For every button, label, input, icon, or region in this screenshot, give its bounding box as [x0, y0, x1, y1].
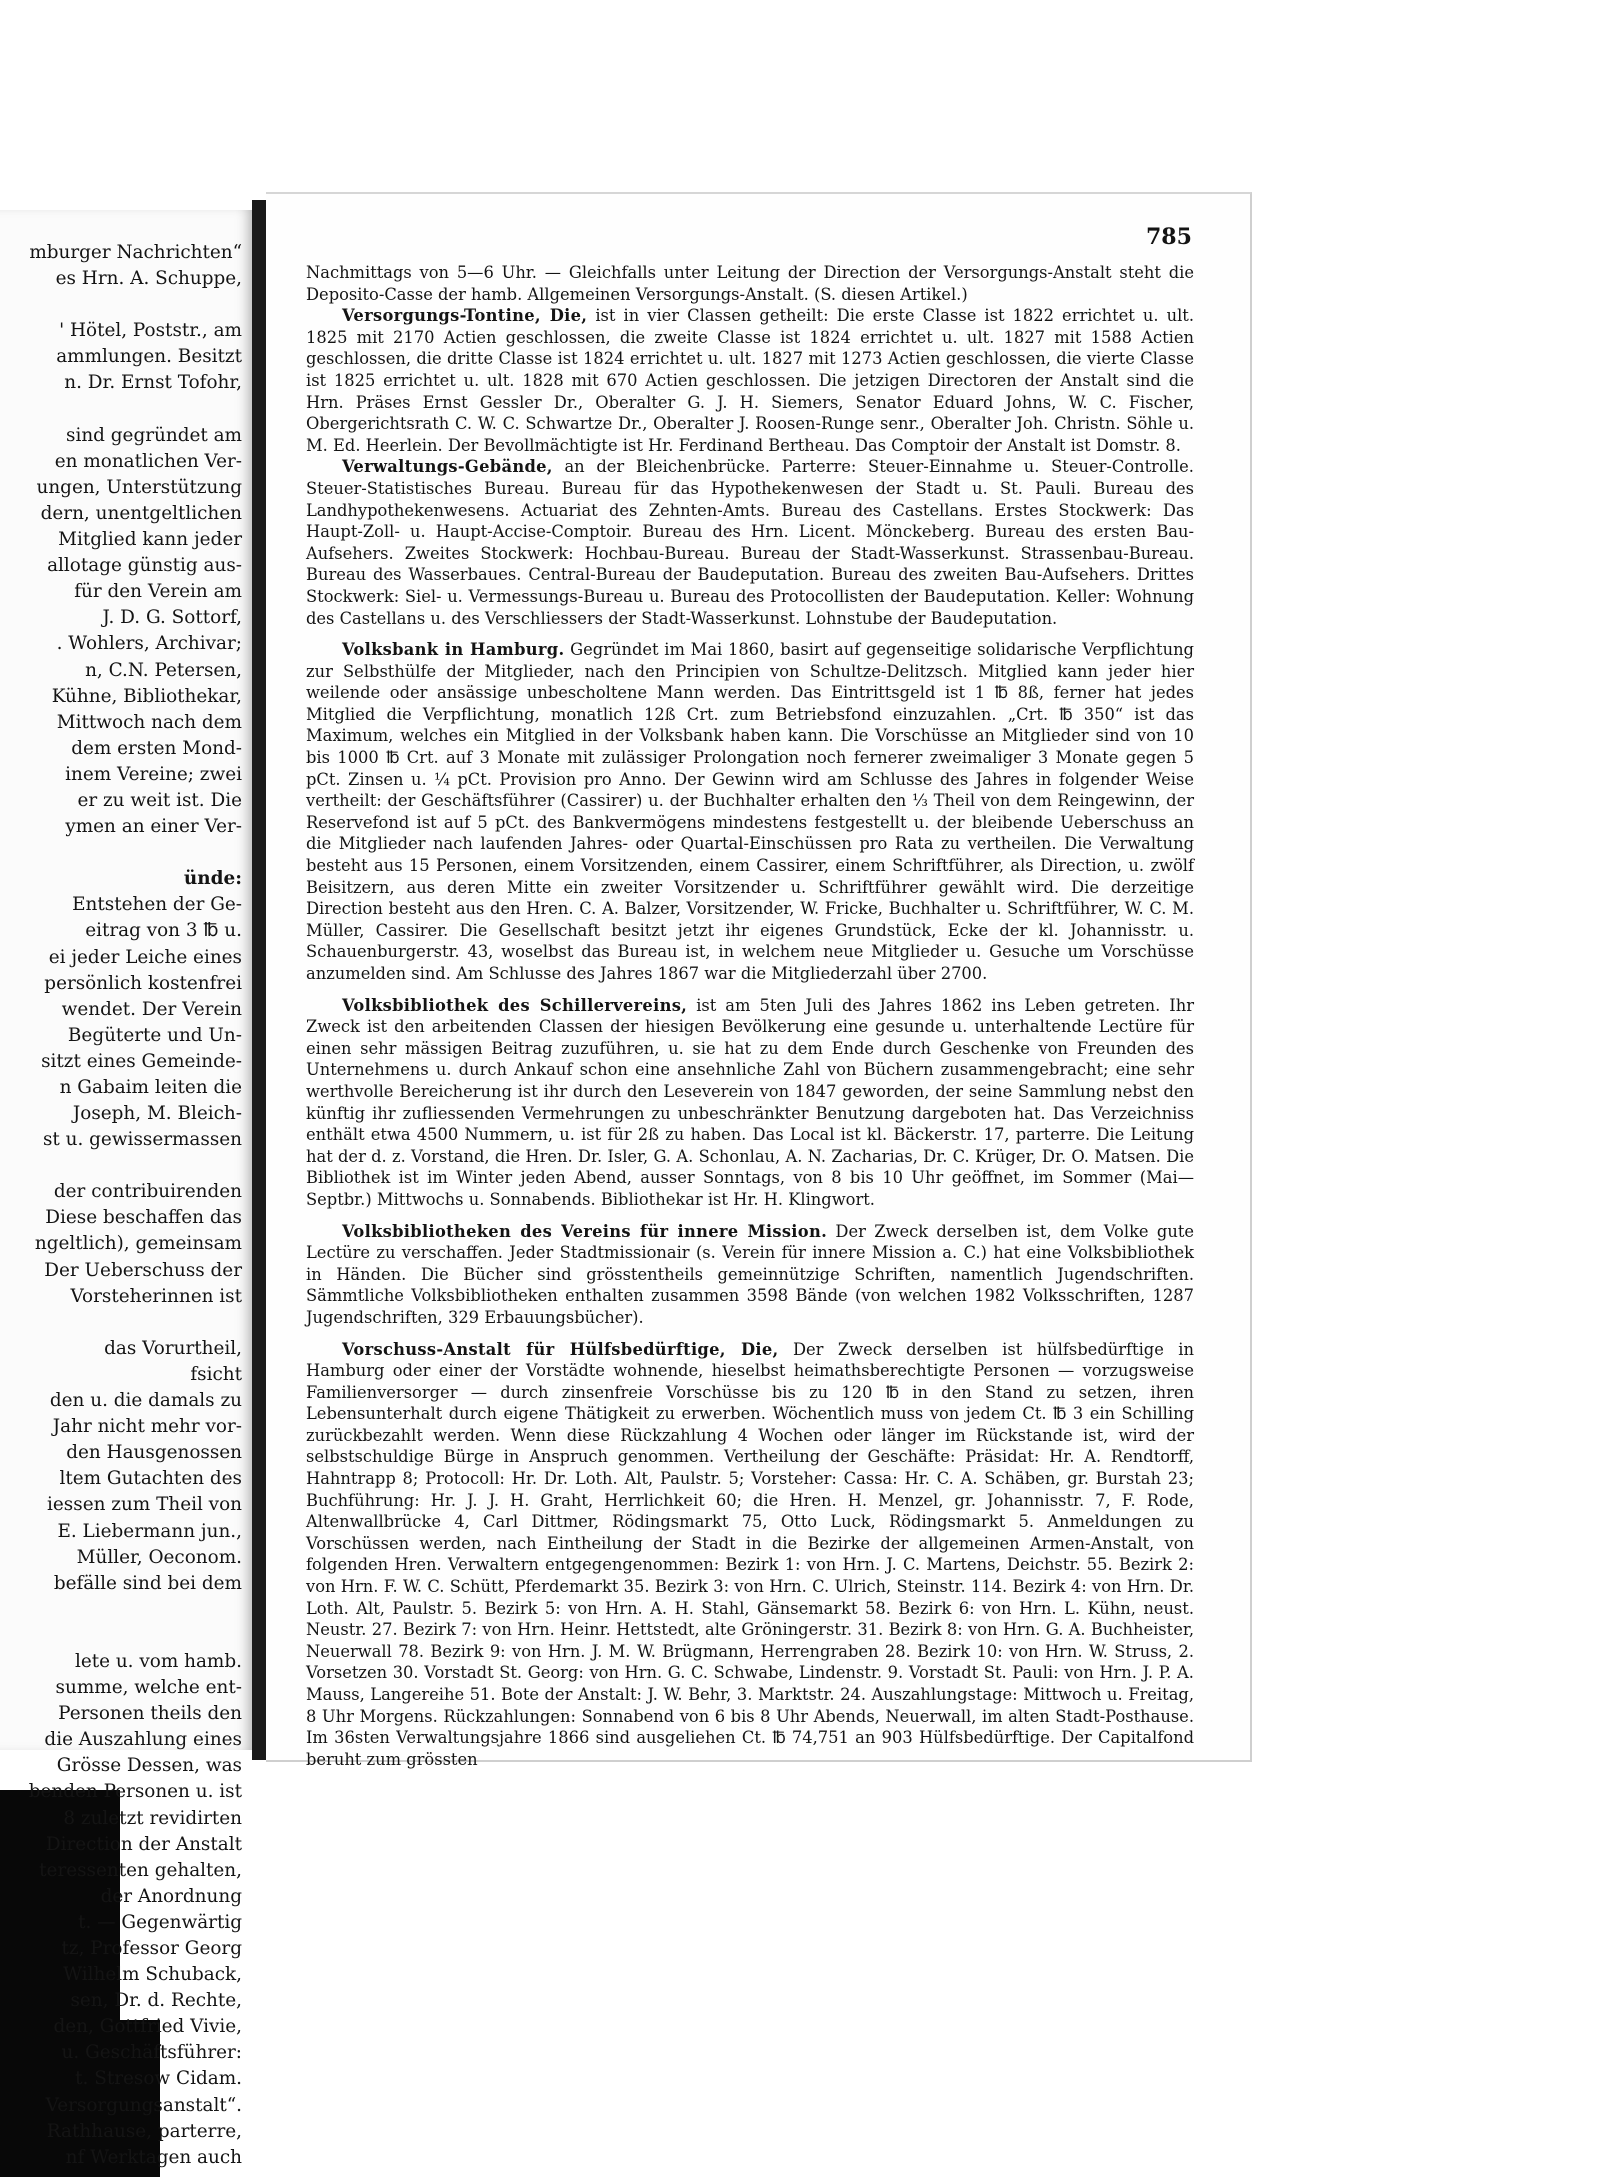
- facing-page-line: persönlich kostenfrei: [44, 972, 242, 994]
- facing-page-line: [0, 1623, 242, 1649]
- facing-page-line: den u. die damals zu: [49, 1390, 242, 1412]
- facing-page-line: Wilhelm Schuback,: [63, 1964, 242, 1986]
- facing-page-text: [0, 240, 242, 2171]
- facing-page: [0, 210, 256, 2168]
- facing-page-line: ltem Gutachten des: [59, 1468, 242, 1490]
- facing-page-line: das Vorurtheil,: [104, 1337, 242, 1359]
- entry-body: ist in vier Classen getheilt: Die erste Classe ist 1822 errichtet u. ult. 1825 mit 2170 Actien geschlossen, die zweite Classe ist 1824 errichtet u. ult. 1827 mit 1588 Actien geschlossen, die dritte Classe ist 1824 errichtet u. ult. 1827 mit 1273 Actien geschlossen, die vierte Classe ist 1825 errichtet u. ult. 1828 mit 670 Actien geschlossen. Die jetzigen Directoren der Anstalt sind die Hrn. Präses Ernst Gessler Dr., Oberalter G. J. H. Siemers, Senator Eduard Johns, W. C. Fischer, Obergerichtsrath C. W. C. Schwartze Dr., Oberalter J. Roosen-Runge senr., Oberalter Joh. Christn. Söhle u. M. Ed. Heerlein. Der Bevollmächtigte ist Hr. Ferdinand Bertheau. Das Comptoir der Anstalt ist Domstr. 8.: [306, 306, 1194, 455]
- facing-page-line: 8 zuletzt revidirten: [63, 1807, 242, 1829]
- facing-page-line: Direction der Anstalt: [45, 1833, 242, 1855]
- dictionary-entry: [306, 262, 1194, 305]
- facing-page-gap: [0, 1153, 242, 1179]
- facing-page-line: Diese beschaffen das: [45, 1207, 242, 1229]
- facing-page-line: Grösse Dessen, was: [56, 1755, 242, 1777]
- facing-page-line: er zu weit ist. Die: [77, 789, 242, 811]
- facing-page-line: Müller, Oeconom.: [76, 1546, 242, 1568]
- facing-page-line: [0, 397, 242, 423]
- entry-gap: [306, 629, 1194, 639]
- book-gutter: [252, 200, 266, 1760]
- dictionary-entry: [306, 639, 1194, 985]
- facing-page-line: tz, Professor Georg: [61, 1938, 242, 1959]
- facing-page-line: es Hrn. A. Schuppe,: [55, 268, 242, 290]
- facing-page-line: t. Stresow Cidam.: [75, 2068, 242, 2090]
- dictionary-entry: [306, 1339, 1194, 1771]
- facing-page-line: befälle sind bei dem: [53, 1572, 242, 1594]
- facing-page-line: den Hausgenossen: [66, 1442, 242, 1464]
- facing-page-line: eitrag von 3 ℔ u.: [85, 920, 242, 942]
- entry-body: ist am 5ten Juli des Jahres 1862 ins Leben getreten. Ihr Zweck ist den arbeitenden Classen der hiesigen Bevölkerung eine gesunde u. unterhaltende Lectüre für einen sehr mässigen Beitrag zuzuführen, u. sie hat zu dem Ende durch Geschenke von Freunden des Unternehmens u. durch Ankauf schon eine ansehnliche Zahl von Büchern zusammengebracht; eine sehr werthvolle Bereicherung ist ihr durch den Leseverein von 1847 geworden, der seine Sammlung nebst den künftig ihr zufliessenden Vermehrungen zu unbeschränkter Benutzung dargeboten hat. Das Verzeichniss enthält etwa 4500 Nummern, u. ist für 2ß zu haben. Das Local ist kl. Bäckerstr. 17, parterre. Die Leitung hat der d. z. Vorstand, die Hren. Dr. Isler, G. A. Schonlau, A. N. Zacharias, Dr. C. Krüger, Dr. O. Matsen. Die Bibliothek ist im Winter jeden Abend, ausser Sonntags, von 8 bis 10 Uhr geöffnet, im Sommer (Mai—Septbr.) Mittwochs u. Sonnabends. Bibliothekar ist Hr. H. Klingwort.: [306, 995, 1195, 1209]
- facing-page-line: ngeltlich), gemeinsam: [34, 1233, 242, 1255]
- facing-page-line: Kühne, Bibliothekar,: [51, 685, 242, 707]
- facing-page-line: ungen, Unterstützung: [36, 476, 242, 498]
- entry-headword: Volksbank in Hamburg.: [342, 640, 565, 660]
- entry-body: Gegründet im Mai 1860, basirt auf gegenseitige solidarische Verpflichtung zur Selbsthülfe der Mitglieder, nach den Principien von Schultze-Delitzsch. Mitglied kann jeder hier weilende oder ansässige unbescholtene Mann werden. Das Eintrittsgeld ist 1 ℔ 8ß, ferner hat jedes Mitglied die Verpflichtung, monatlich 12ß Crt. zum Betriebsfond einzuzahlen. „Crt. ℔ 350“ ist das Maximum, welches ein Mitglied in der Volksbank haben kann. Die Vorschüsse an Mitglieder sind von 10 bis 1000 ℔ Crt. auf 3 Monate mit zulässiger Prolongation noch fernerer zweimaliger 3 Monate gegen 5 pCt. Zinsen u. ¼ pCt. Provision pro Anno. Der Gewinn wird am Schlusse des Jahres in folgender Weise vertheilt: der Geschäftsführer (Cassirer) u. der Buchhalter erhalten den ⅓ Theil von dem Reingewinn, der Reservefond ist auf 5 pCt. des Bankvermögens mindestens festgestellt u. der bleibende Ueberschuss an die Mitglieder nach laufenden Jahres- oder Quartal-Einschüssen pro Rata zu vertheilen. Die Verwaltung besteht aus 15 Personen, einem Vorsitzenden, einem Cassirer, einem Schriftführer, als Direction, u. zwölf Beisitzern, aus deren Mitte ein zweiter Vorsitzender u. Schriftführer gewählt wird. Die derzeitige Direction besteht aus den Hren. C. A. Balzer, Vorsitzender, W. Fricke, Buchhalter u. Schriftführer, W. C. M. Müller, Cassirer. Die Gesellschaft besitzt jetzt ihr eigenes Grundstück, Ecke der kl. Johannisstr. u. Schauenburgerstr. 43, woselbst das Bureau ist, in welchem neue Mitglieder u. Gesuche um Vorschüsse anzumelden sind. Am Schlusse des Jahres 1867 war die Mitgliederzahl über 2700.: [306, 640, 1194, 983]
- facing-page-line: sitzt eines Gemeinde-: [41, 1050, 242, 1072]
- facing-page-line: benden Personen u. ist: [28, 1781, 242, 1803]
- dictionary-entry: [306, 456, 1194, 629]
- facing-page-line: lete u. vom hamb.: [74, 1650, 242, 1672]
- facing-page-line: Mittwoch nach dem: [56, 711, 242, 733]
- facing-page-line: n Gabaim leiten die: [59, 1077, 242, 1098]
- facing-page-line: mburger Nachrichten“: [29, 242, 242, 263]
- facing-page-line: ymen an einer Ver-: [65, 816, 242, 838]
- facing-page-line: ammlungen. Besitzt: [56, 346, 242, 368]
- entry-gap: [306, 985, 1194, 995]
- facing-page-line: n. Dr. Ernst Tofohr,: [64, 372, 242, 394]
- facing-page-line: Vorsteherinnen ist: [70, 1285, 242, 1307]
- facing-page-line: . Wohlers, Archivar;: [56, 633, 242, 655]
- facing-page-line: [0, 1597, 242, 1623]
- entry-headword: Volksbibliothek des Schillervereins,: [342, 995, 688, 1015]
- facing-page-line: ei jeder Leiche eines: [48, 946, 242, 968]
- facing-page-line: fsicht: [190, 1363, 242, 1385]
- dictionary-entry: [306, 995, 1194, 1211]
- facing-page-line: [0, 1310, 242, 1336]
- facing-page-line: [0, 840, 242, 866]
- facing-page-line: t. — Gegenwärtig: [78, 1911, 242, 1933]
- facing-page-line: die Auszahlung eines: [44, 1729, 242, 1751]
- facing-page-line: der contribuirenden: [53, 1181, 242, 1203]
- facing-page-line: Der Ueberschuss der: [44, 1259, 242, 1281]
- entry-headword: Verwaltungs-Gebände,: [342, 457, 553, 477]
- facing-page-line: J. D. G. Sottorf,: [102, 607, 242, 629]
- entry-headword: Versorgungs-Tontine, Die,: [342, 306, 588, 326]
- facing-page-line: Entstehen der Ge-: [72, 894, 242, 916]
- facing-page-line: dem ersten Mond-: [71, 737, 242, 759]
- facing-page-line: Mitglied kann jeder: [58, 529, 242, 551]
- facing-page-line: teressenten gehalten,: [39, 1859, 242, 1881]
- entry-body: an der Bleichenbrücke. Parterre: Steuer-Einnahme u. Steuer-Controlle. Steuer-Statistisches Bureau. Bureau für das Hypothekenwesen der Stadt u. St. Pauli. Bureau des Landhypothekenwesens. Actuariat des Zehnten-Amts. Bureau des Castellans. Erstes Stockwerk: Das Haupt-Zoll- u. Haupt-Accise-Comptoir. Bureau des Hrn. Licent. Mönckeberg. Bureau des ersten Bau-Aufsehers. Zweites Stockwerk: Hochbau-Bureau. Bureau der Stadt-Wasserkunst. Strassenbau-Bureau. Bureau des Wasserbaues. Central-Bureau der Baudeputation. Bureau des zweiten Bau-Aufsehers. Drittes Stockwerk: Siel- u. Vermessungs-Bureau u. Bureau des Protocollisten der Baudeputation. Keller: Wohnung des Castellans u. des Verschliessers der Stadt-Wasserkunst. Lohnstube der Baudeputation.: [306, 457, 1194, 628]
- entry-body: Der Zweck derselben ist hülfsbedürftige in Hamburg oder einer der Vorstädte wohnende, hieselbst heimathsberechtigte Personen — vorzugsweise Familienversorger — durch zinsenfreie Vorschüsse bis zu 120 ℔ in den Stand zu setzen, ihren Lebensunterhalt durch eigene Thätigkeit zu erwerben. Wöchentlich muss von jedem Ct. ℔ 3 ein Schilling zurückbezahlt werden. Wenn diese Rückzahlung 4 Wochen oder länger im Rückstande ist, wird der selbstschuldige Bürge in Anspruch genommen. Vertheilung der Geschäfte: Präsidat: Hr. A. Rendtorff, Hahntrapp 8; Protocoll: Hr. Dr. Loth. Alt, Paulstr. 5; Vorsteher: Cassa: Hr. C. A. Schäben, gr. Burstah 23; Buchführung: Hr. J. J. H. Graht, Herrlichkeit 60; die Hren. H. Menzel, gr. Johannisstr. 7, F. Rode, Altenwallbrücke 4, Carl Dittmer, Rödingsmarkt 75, Otto Luck, Rödingsmarkt 5. Anmeldungen zu Vorschüssen werden, nach Eintheilung der Stadt in die Bezirke der allgemeinen Armen-Anstalt, von folgenden Hren. Verwaltern entgegengenommen: Bezirk 1: von Hrn. J. C. Martens, Deichstr. 55. Bezirk 2: von Hrn. F. W. C. Schütt, Pferdemarkt 35. Bezirk 3: von Hrn. C. Ulrich, Steinstr. 114. Bezirk 4: von Hrn. Dr. Loth. Alt, Paulstr. 5. Bezirk 5: von Hrn. A. H. Stahl, Gänsemarkt 58. Bezirk 6: von Hrn. L. Kühn, neust. Neustr. 27. Bezirk 7: von Hrn. Heinr. Hettstedt, alte Gröningerstr. 31. Bezirk 8: von Hrn. G. A. Buchheister, Neuerwall 78. Bezirk 9: von Hrn. J. M. W. Brügmann, Herrengraben 28. Bezirk 10: von Hrn. W. Struss, 2. Vorsetzen 30. Vorstadt St. Georg: von Hrn. G. C. Schwabe, Lindenstr. 9. Vorstadt St. Pauli: von Hrn. J. P. A. Mauss, Langereihe 51. Bote der Anstalt: J. W. Behr, 3. Marktstr. 24. Auszahlungstage: Mittwoch u. Freitag, 8 Uhr Morgens. Rückzahlungen: Sonnabend von 6 bis 8 Uhr Abends, Neuerwall, im alten Stadt-Posthause. Im 36sten Verwaltungsjahre 1866 sind ausgeliehen Ct. ℔ 74,751 an 903 Hülfsbedürftige. Der Capitalfond beruht zum grössten: [306, 1339, 1194, 1769]
- entry-headword: Vorschuss-Anstalt für Hülfsbedürftige, Die,: [342, 1339, 779, 1359]
- facing-page-line: sen, Dr. d. Rechte,: [70, 1990, 242, 2012]
- facing-page-line: dern, unentgeltlichen: [40, 502, 242, 524]
- facing-page-line: für den Verein am: [74, 581, 242, 603]
- facing-page-line: Versorgungsanstalt“.: [45, 2094, 242, 2116]
- facing-page-line: den, Gottfried Vivie,: [53, 2016, 242, 2038]
- entry-gap: [306, 1329, 1194, 1339]
- facing-page-line: en monatlichen Ver-: [54, 450, 242, 472]
- entry-headword: Volksbibliotheken des Vereins für innere Mission.: [342, 1221, 828, 1241]
- entry-body: Der Zweck derselben ist, dem Volke gute Lectüre zu verschaffen. Jeder Stadtmissionair (s. Verein für innere Mission a. C.) hat eine Volksbibliothek in Händen. Die Bücher sind grösstentheils gemeinnützige Schriften, namentlich Jugendschriften. Sämmtliche Volksbibliotheken enthalten zusammen 3598 Bände (von welchen 1982 Volksschriften, 1287 Jugendschriften, 329 Erbauungsbücher).: [306, 1221, 1194, 1327]
- main-text: [306, 262, 1194, 1770]
- facing-page-line: Personen theils den: [58, 1703, 242, 1725]
- facing-page-line: E. Liebermann jun.,: [57, 1520, 242, 1542]
- facing-page-line: iessen zum Theil von: [47, 1494, 242, 1516]
- dictionary-entry: [306, 1221, 1194, 1329]
- facing-page-line: u. Geschäftsführer:: [61, 2042, 242, 2064]
- facing-page-line: sind gegründet am: [66, 424, 242, 446]
- facing-page-line: Begüterte und Un-: [67, 1024, 242, 1046]
- facing-page-line: ünde:: [183, 868, 242, 890]
- entry-gap: [306, 1211, 1194, 1221]
- facing-page-line: allotage günstig aus-: [47, 555, 242, 577]
- facing-page-line: Rathhause, parterre,: [46, 2120, 242, 2142]
- dictionary-entry: [306, 305, 1194, 456]
- page-number: 785: [1146, 224, 1192, 250]
- facing-page-line: [0, 292, 242, 318]
- facing-page-line: ' Hötel, Poststr., am: [59, 320, 242, 342]
- facing-page-line: n, C.N. Petersen,: [85, 659, 242, 681]
- facing-page-line: Joseph, M. Bleich-: [72, 1103, 242, 1125]
- facing-page-line: st u. gewissermassen: [42, 1129, 242, 1151]
- facing-page-line: inem Vereine; zwei: [65, 763, 242, 785]
- facing-page-line: Jahr nicht mehr vor-: [52, 1416, 242, 1438]
- facing-page-line: wendet. Der Verein: [61, 998, 242, 1020]
- facing-page-line: der Anordnung: [100, 1885, 242, 1907]
- facing-page-line: nf Werktagen auch: [65, 2146, 242, 2168]
- facing-page-line: summe, welche ent-: [55, 1677, 242, 1699]
- entry-body: Nachmittags von 5—6 Uhr. — Gleichfalls unter Leitung der Direction der Versorgungs-Anstalt steht die Deposito-Casse der hamb. Allgemeinen Versorgungs-Anstalt. (S. diesen Artikel.): [306, 263, 1194, 304]
